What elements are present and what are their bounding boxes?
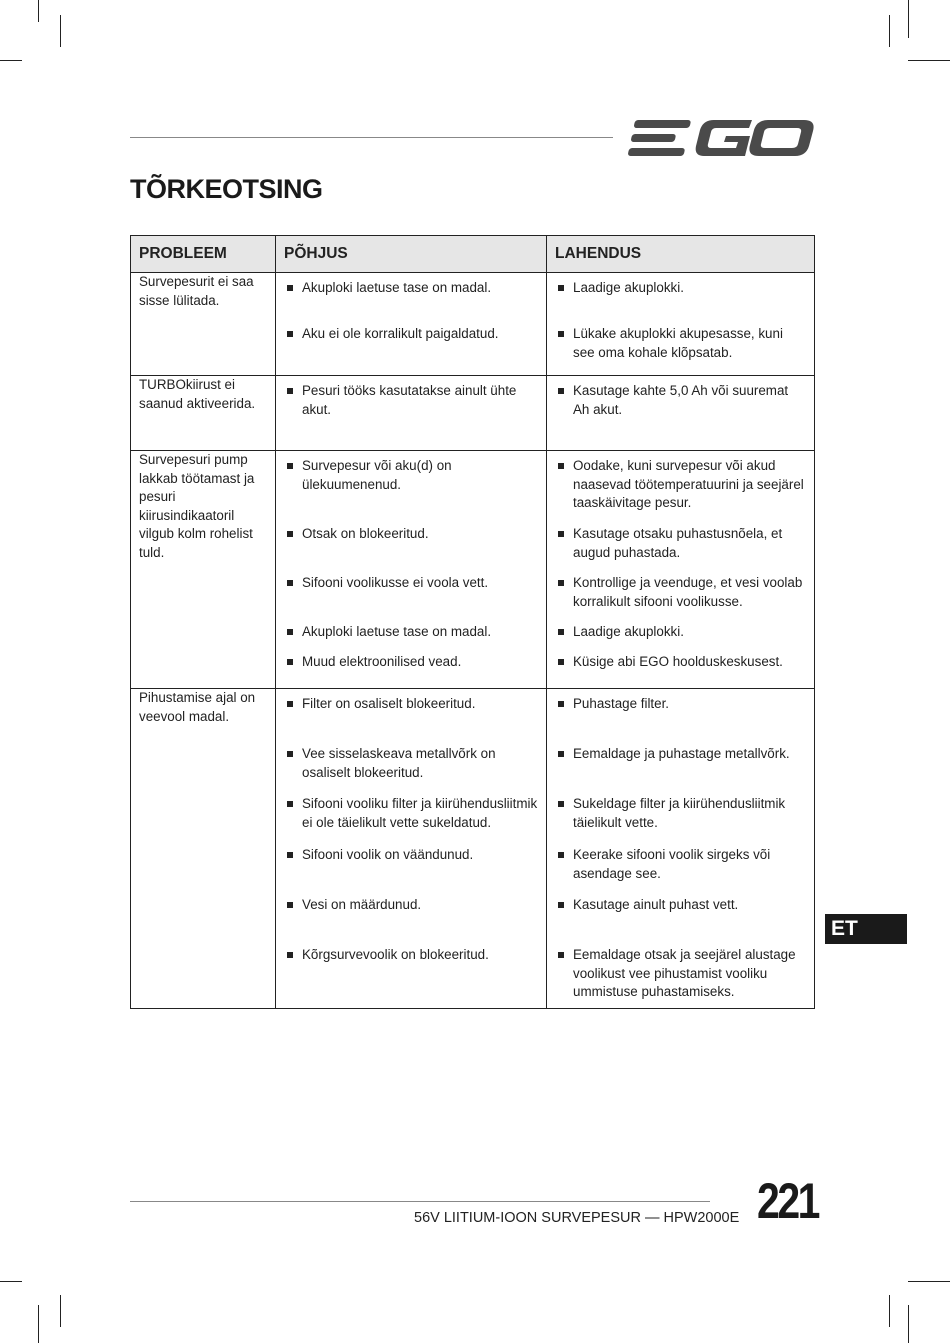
bullet-icon (287, 331, 293, 337)
crop-mark (0, 60, 22, 61)
bullet-icon (287, 902, 293, 908)
table-row (131, 376, 815, 451)
bullet-icon (558, 701, 564, 707)
solution-text: Kasutage ainult puhast vett. (573, 897, 739, 912)
crop-mark (38, 0, 39, 22)
solution-text: Eemaldage ja puhastage metallvõrk. (573, 746, 790, 761)
bullet-icon (558, 902, 564, 908)
solution-item (555, 382, 806, 419)
bullet-icon (558, 952, 564, 958)
solution-text: Oodake, kuni survepesur või akud naasevad töötemperatuurini ja seejärel taaskäivitage pesur. (573, 458, 804, 511)
footer-product-name: 56V LIITIUM-IOON SURVEPESUR — HPW2000E (414, 1210, 740, 1226)
solution-item (555, 695, 806, 745)
solution-text: Lükake akuplokki akupesasse, kuni see oma kohale klõpsatab. (573, 326, 783, 360)
cause-item (284, 525, 538, 574)
table-header-row (131, 236, 815, 273)
solution-item (555, 623, 806, 653)
cause-item (284, 745, 538, 795)
solution-text: Kasutage kahte 5,0 Ah või suuremat Ah akut. (573, 383, 789, 417)
solution-item (555, 574, 806, 623)
solution-text: Sukeldage filter ja kiirühendusliitmik täielikult vette. (573, 796, 786, 830)
solution-cell (547, 376, 815, 451)
cause-text: Muud elektroonilised vead. (302, 654, 462, 669)
solution-item (555, 279, 806, 325)
solution-text: Kasutage otsaku puhastusnõela, et augud puhastada. (573, 526, 783, 560)
bullet-icon (287, 751, 293, 757)
cause-item (284, 325, 538, 344)
crop-mark (908, 1281, 950, 1282)
page-number: 221 (757, 1173, 819, 1229)
solution-text: Kontrollige ja veenduge, et vesi voolab korralikult sifooni voolikusse. (573, 575, 803, 609)
solution-cell (547, 451, 815, 689)
table-row (131, 273, 815, 376)
header-rule (130, 137, 613, 138)
bullet-icon (558, 331, 564, 337)
ego-logo (628, 116, 814, 160)
cause-text: Akuploki laetuse tase on madal. (302, 624, 492, 639)
problem-cell: TURBOkiirust ei saanud aktiveerida. (131, 376, 276, 451)
cause-cell (276, 376, 547, 451)
solution-text: Laadige akuplokki. (573, 280, 684, 295)
bullet-icon (287, 531, 293, 537)
bullet-icon (287, 801, 293, 807)
bullet-icon (558, 801, 564, 807)
cause-item (284, 457, 538, 525)
cause-item (284, 795, 538, 846)
solution-item (555, 946, 806, 1002)
bullet-icon (287, 659, 293, 665)
solution-item (555, 846, 806, 896)
cause-text: Pesuri tööks kasutatakse ainult ühte akut. (302, 383, 517, 417)
cause-item (284, 623, 538, 653)
footer-rule (130, 1201, 710, 1202)
bullet-icon (558, 751, 564, 757)
bullet-icon (558, 388, 564, 394)
solution-item (555, 525, 806, 574)
table-row (131, 451, 815, 689)
crop-mark (889, 1295, 890, 1327)
bullet-icon (558, 531, 564, 537)
header-solution: LAHENDUS (547, 236, 815, 273)
crop-mark (908, 60, 950, 61)
problem-cell: Survepesuri pump lakkab töötamast ja pesuri kiirusindikaatoril vilgub kolm rohelist tuld. (131, 451, 276, 689)
solution-item (555, 457, 806, 525)
cause-item (284, 653, 538, 672)
cause-text: Vesi on määrdunud. (302, 897, 422, 912)
cause-item (284, 382, 538, 419)
cause-cell (276, 689, 547, 1009)
cause-cell (276, 273, 547, 376)
table-row (131, 689, 815, 1009)
bullet-icon (287, 701, 293, 707)
header-cause: PÕHJUS (276, 236, 547, 273)
cause-text: Survepesur või aku(d) on ülekuumenenud. (302, 458, 452, 492)
cause-text: Sifooni voolik on väändunud. (302, 847, 474, 862)
cause-item (284, 846, 538, 896)
problem-cell: Survepesurit ei saa sisse lülitada. (131, 273, 276, 376)
solution-item (555, 653, 806, 672)
cause-item (284, 574, 538, 623)
solution-text: Eemaldage otsak ja seejärel alustage voolikust vee pihustamist vooliku ummistuse puhastamiseks. (573, 947, 796, 1000)
bullet-icon (558, 852, 564, 858)
bullet-icon (287, 852, 293, 858)
header-problem: PROBLEEM (131, 236, 276, 273)
crop-mark (60, 1295, 61, 1327)
cause-cell (276, 451, 547, 689)
bullet-icon (558, 629, 564, 635)
cause-text: Aku ei ole korralikult paigaldatud. (302, 326, 499, 341)
language-tab: ET (825, 914, 907, 944)
solution-text: Küsige abi EGO hoolduskeskusest. (573, 654, 783, 669)
crop-mark (908, 0, 909, 38)
cause-text: Sifooni vooliku filter ja kiirühendusliitmik ei ole täielikult vette sukeldatud. (302, 796, 538, 830)
bullet-icon (558, 285, 564, 291)
cause-text: Akuploki laetuse tase on madal. (302, 280, 492, 295)
solution-text: Laadige akuplokki. (573, 624, 684, 639)
cause-text: Otsak on blokeeritud. (302, 526, 429, 541)
cause-item (284, 946, 538, 965)
cause-text: Filter on osaliselt blokeeritud. (302, 696, 476, 711)
solution-item (555, 745, 806, 795)
crop-mark (60, 15, 61, 47)
bullet-icon (287, 580, 293, 586)
problem-cell: Pihustamise ajal on veevool madal. (131, 689, 276, 1009)
crop-mark (38, 1305, 39, 1343)
solution-text: Puhastage filter. (573, 696, 670, 711)
crop-mark (889, 15, 890, 47)
solution-item (555, 896, 806, 946)
crop-mark (908, 1305, 909, 1343)
bullet-icon (558, 463, 564, 469)
bullet-icon (558, 659, 564, 665)
solution-cell (547, 689, 815, 1009)
bullet-icon (558, 580, 564, 586)
solution-cell (547, 273, 815, 376)
bullet-icon (287, 463, 293, 469)
bullet-icon (287, 952, 293, 958)
cause-item (284, 279, 538, 325)
bullet-icon (287, 285, 293, 291)
cause-text: Kõrgsurvevoolik on blokeeritud. (302, 947, 489, 962)
cause-item (284, 896, 538, 946)
cause-text: Sifooni voolikusse ei voola vett. (302, 575, 489, 590)
cause-item (284, 695, 538, 745)
page-title: TÕRKEOTSING (130, 174, 323, 204)
cause-text: Vee sisselaskeava metallvõrk on osaliselt blokeeritud. (302, 746, 496, 780)
solution-item (555, 795, 806, 846)
bullet-icon (287, 629, 293, 635)
bullet-icon (287, 388, 293, 394)
solution-text: Keerake sifooni voolik sirgeks või asendage see. (573, 847, 771, 881)
crop-mark (0, 1281, 22, 1282)
solution-item (555, 325, 806, 362)
troubleshooting-table (130, 235, 815, 1009)
